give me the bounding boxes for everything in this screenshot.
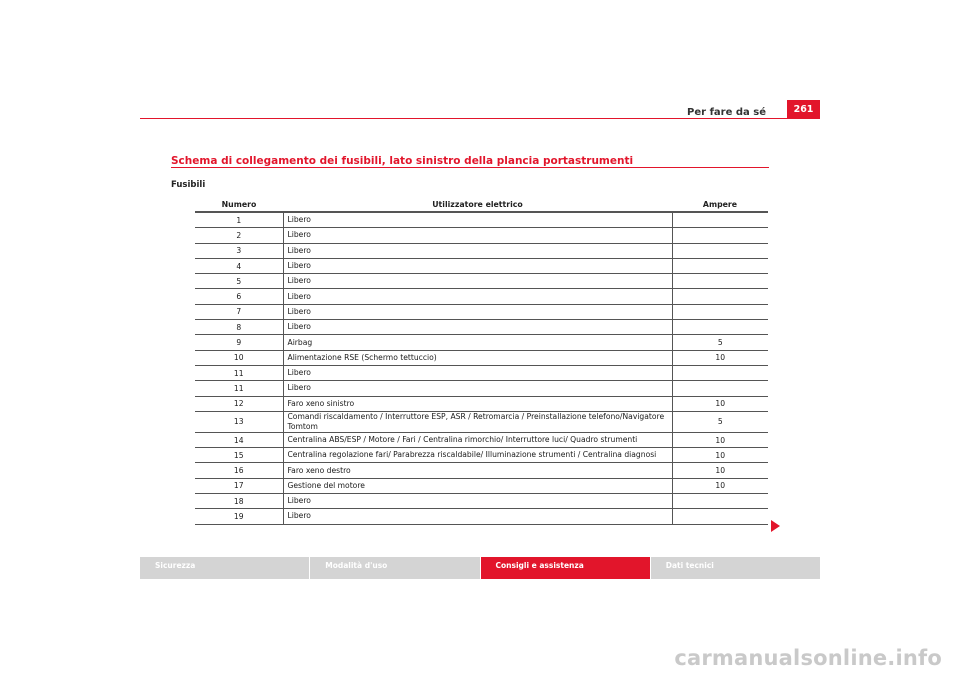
cell-utilizzatore: Faro xeno destro <box>283 463 672 478</box>
table-row <box>195 494 768 509</box>
table-row <box>195 289 768 304</box>
cell-numero: 9 <box>195 335 283 350</box>
table-row <box>195 258 768 273</box>
cell-numero: 12 <box>195 396 283 411</box>
cell-numero: 16 <box>195 463 283 478</box>
cell-numero: 18 <box>195 494 283 509</box>
cell-numero: 15 <box>195 448 283 463</box>
cell-numero: 8 <box>195 320 283 335</box>
table-row <box>195 228 768 243</box>
cell-utilizzatore: Libero <box>283 212 672 228</box>
cell-ampere <box>672 289 768 304</box>
cell-ampere <box>672 320 768 335</box>
footer-tab-consigli-e-assistenza[interactable]: Consigli e assistenza <box>481 557 650 579</box>
table-row <box>195 448 768 463</box>
cell-numero: 11 <box>195 381 283 396</box>
table-row <box>195 396 768 411</box>
page-header-title: Per fare da sé <box>687 107 766 118</box>
cell-utilizzatore: Libero <box>283 243 672 258</box>
cell-ampere: 10 <box>672 478 768 493</box>
cell-numero: 7 <box>195 304 283 319</box>
cell-ampere: 5 <box>672 411 768 432</box>
cell-numero: 14 <box>195 432 283 447</box>
cell-ampere <box>672 365 768 380</box>
footer-tab-dati-tecnici[interactable]: Dati tecnici <box>651 557 820 579</box>
cell-ampere: 5 <box>672 335 768 350</box>
cell-ampere <box>672 274 768 289</box>
cell-utilizzatore: Faro xeno sinistro <box>283 396 672 411</box>
header-rule <box>140 118 820 119</box>
cell-numero: 19 <box>195 509 283 524</box>
table-row <box>195 243 768 258</box>
cell-ampere: 10 <box>672 396 768 411</box>
cell-utilizzatore: Libero <box>283 381 672 396</box>
footer-tab-sicurezza[interactable]: Sicurezza <box>140 557 309 579</box>
table-row <box>195 274 768 289</box>
cell-utilizzatore: Comandi riscaldamento / Interruttore ESP, ASR / Retromarcia / Preinstallazione telefono/Navigatore Tomtom <box>283 411 672 432</box>
cell-utilizzatore: Libero <box>283 509 672 524</box>
cell-numero: 11 <box>195 365 283 380</box>
cell-numero: 10 <box>195 350 283 365</box>
cell-utilizzatore: Centralina regolazione fari/ Parabrezza riscaldabile/ Illuminazione strumenti / Centralina diagnosi <box>283 448 672 463</box>
cell-ampere: 10 <box>672 463 768 478</box>
cell-utilizzatore: Libero <box>283 320 672 335</box>
table-row <box>195 350 768 365</box>
cell-utilizzatore: Alimentazione RSE (Schermo tettuccio) <box>283 350 672 365</box>
table-row <box>195 432 768 447</box>
column-header-utilizzatore: Utilizzatore elettrico <box>283 197 672 212</box>
cell-numero: 13 <box>195 411 283 432</box>
table-row <box>195 335 768 350</box>
fuse-table-body <box>195 212 768 524</box>
cell-ampere: 10 <box>672 432 768 447</box>
cell-utilizzatore: Libero <box>283 228 672 243</box>
cell-utilizzatore: Libero <box>283 274 672 289</box>
cell-utilizzatore: Libero <box>283 258 672 273</box>
table-row <box>195 478 768 493</box>
cell-numero: 2 <box>195 228 283 243</box>
cell-numero: 1 <box>195 212 283 228</box>
cell-numero: 4 <box>195 258 283 273</box>
cell-ampere <box>672 509 768 524</box>
section-rule <box>171 167 769 168</box>
cell-ampere: 10 <box>672 350 768 365</box>
table-header-row <box>195 197 768 212</box>
cell-utilizzatore: Libero <box>283 494 672 509</box>
cell-utilizzatore: Libero <box>283 304 672 319</box>
cell-utilizzatore: Centralina ABS/ESP / Motore / Fari / Centralina rimorchio/ Interruttore luci/ Quadro strumenti <box>283 432 672 447</box>
cell-utilizzatore: Libero <box>283 289 672 304</box>
cell-ampere <box>672 304 768 319</box>
next-page-arrow-icon[interactable] <box>771 520 780 532</box>
table-row <box>195 212 768 228</box>
cell-ampere <box>672 212 768 228</box>
table-row <box>195 320 768 335</box>
table-row <box>195 381 768 396</box>
cell-ampere <box>672 228 768 243</box>
table-row <box>195 463 768 478</box>
cell-ampere <box>672 381 768 396</box>
cell-utilizzatore: Airbag <box>283 335 672 350</box>
footer-nav <box>140 557 820 579</box>
table-row <box>195 411 768 432</box>
column-header-numero: Numero <box>195 197 283 212</box>
fuse-table <box>195 197 768 525</box>
cell-numero: 5 <box>195 274 283 289</box>
cell-numero: 17 <box>195 478 283 493</box>
table-subheading: Fusibili <box>171 180 206 190</box>
cell-ampere <box>672 243 768 258</box>
cell-ampere <box>672 258 768 273</box>
cell-numero: 3 <box>195 243 283 258</box>
column-header-ampere: Ampere <box>672 197 768 212</box>
table-row <box>195 365 768 380</box>
cell-numero: 6 <box>195 289 283 304</box>
footer-tab-modalit-d-uso[interactable]: Modalità d'uso <box>310 557 479 579</box>
section-title: Schema di collegamento dei fusibili, lato sinistro della plancia portastrumenti <box>171 155 634 167</box>
cell-utilizzatore: Libero <box>283 365 672 380</box>
cell-ampere: 10 <box>672 448 768 463</box>
watermark: carmanualsonline.info <box>674 646 942 670</box>
table-row <box>195 509 768 524</box>
table-row <box>195 304 768 319</box>
cell-ampere <box>672 494 768 509</box>
cell-utilizzatore: Gestione del motore <box>283 478 672 493</box>
page-number: 261 <box>787 100 820 119</box>
